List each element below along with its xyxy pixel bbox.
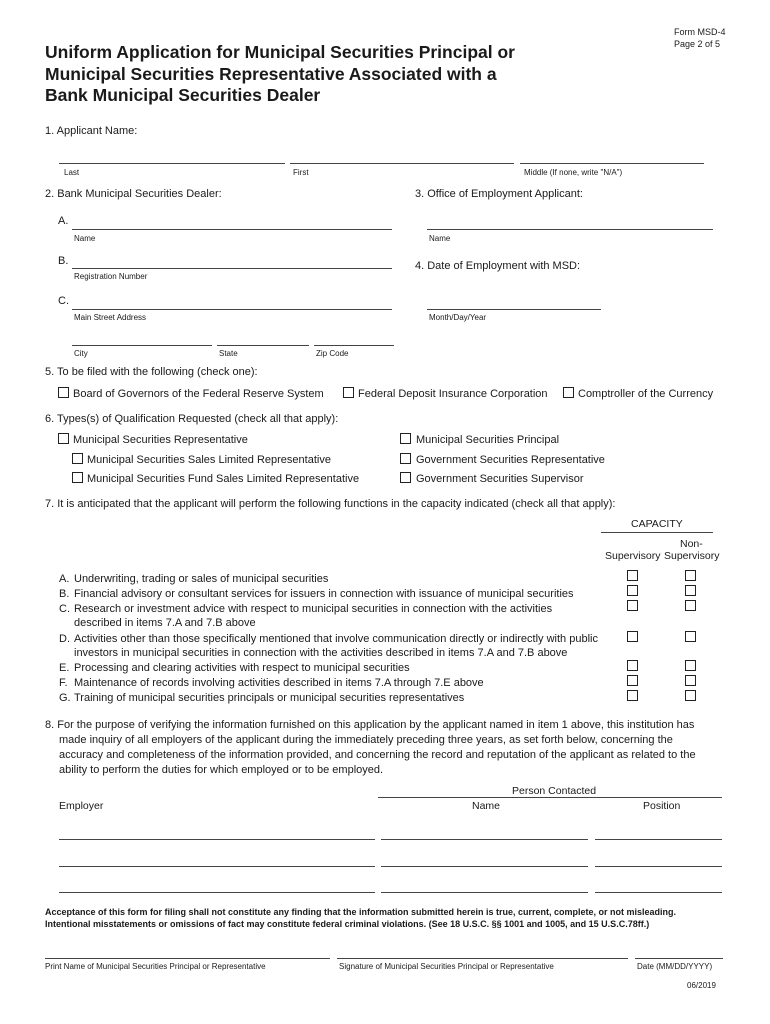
first-caption: First bbox=[293, 168, 309, 177]
title-line: Bank Municipal Securities Dealer bbox=[45, 85, 321, 105]
office-name-caption: Name bbox=[429, 234, 451, 243]
row-d-supervisory-checkbox[interactable] bbox=[627, 631, 638, 642]
row-g-text: Training of municipal securities principals or municipal securities representatives bbox=[74, 692, 465, 704]
row-f-non-supervisory-checkbox[interactable] bbox=[685, 675, 696, 686]
middle-name-field[interactable] bbox=[520, 163, 704, 164]
page-title bbox=[45, 42, 605, 107]
row-e-non-supervisory-checkbox[interactable] bbox=[685, 660, 696, 671]
msslr-label: Municipal Securities Sales Limited Representative bbox=[87, 454, 331, 466]
msr-label: Municipal Securities Representative bbox=[73, 434, 248, 446]
employer-field[interactable] bbox=[59, 866, 375, 867]
frb-label: Board of Governors of the Federal Reserve System bbox=[73, 388, 324, 400]
row-a-supervisory-checkbox[interactable] bbox=[627, 570, 638, 581]
person-contacted-heading: Person Contacted bbox=[512, 785, 597, 797]
row-d-non-supervisory-checkbox[interactable] bbox=[685, 631, 696, 642]
contact-name-field[interactable] bbox=[381, 839, 588, 840]
contact-position-field[interactable] bbox=[595, 866, 722, 867]
street-address-field[interactable] bbox=[72, 309, 392, 310]
dealer-name-caption: Name bbox=[74, 234, 96, 243]
row-e-letter: E. bbox=[59, 662, 70, 674]
city-caption: City bbox=[74, 349, 88, 358]
frb-checkbox[interactable] bbox=[58, 387, 69, 398]
row-c-text-line2: described in items 7.A and 7.B above bbox=[74, 617, 256, 629]
row-b-letter: B. bbox=[59, 588, 70, 600]
state-field[interactable] bbox=[217, 345, 309, 346]
registration-caption: Registration Number bbox=[74, 272, 148, 281]
item7-label: 7. It is anticipated that the applicant will perform the following functions in the capacity indicated (check all that apply): bbox=[45, 498, 616, 510]
item2-b-letter: B. bbox=[58, 255, 69, 267]
item2-a-letter: A. bbox=[58, 215, 69, 227]
registration-number-field[interactable] bbox=[72, 268, 392, 269]
occ-checkbox[interactable] bbox=[563, 387, 574, 398]
item1-label: 1. Applicant Name: bbox=[45, 125, 138, 137]
item2-c-letter: C. bbox=[58, 295, 69, 307]
row-f-text: Maintenance of records involving activities described in items 7.A through 7.E above bbox=[74, 677, 484, 689]
fdic-label: Federal Deposit Insurance Corporation bbox=[358, 388, 548, 400]
row-g-supervisory-checkbox[interactable] bbox=[627, 690, 638, 701]
employment-date-caption: Month/Day/Year bbox=[429, 313, 487, 322]
signature-field[interactable] bbox=[337, 958, 628, 959]
row-a-non-supervisory-checkbox[interactable] bbox=[685, 570, 696, 581]
legal-notice-line2: Intentional misstatements or omissions of fact may constitute federal criminal violations. (See 18 U.S.C. §§ 1001 and 1005, and 15 U.S.C.78ff.) bbox=[45, 919, 650, 929]
gss-label: Government Securities Supervisor bbox=[416, 473, 584, 485]
title-line: Uniform Application for Municipal Securities Principal or bbox=[45, 42, 515, 62]
print-name-field[interactable] bbox=[45, 958, 330, 959]
msfslr-label: Municipal Securities Fund Sales Limited Representative bbox=[87, 473, 360, 485]
gsr-checkbox[interactable] bbox=[400, 453, 411, 464]
row-f-supervisory-checkbox[interactable] bbox=[627, 675, 638, 686]
item8-line1: 8. For the purpose of verifying the information furnished on this application by the applicant named in item 1 above, this institution has bbox=[45, 719, 695, 731]
supervisory-heading: Supervisory bbox=[605, 550, 661, 562]
contact-position-field[interactable] bbox=[595, 839, 722, 840]
last-name-field[interactable] bbox=[59, 163, 285, 164]
row-d-text: Activities other than those specifically mentioned that involve communication directly or indirectly with public bbox=[74, 633, 598, 645]
print-name-caption: Print Name of Municipal Securities Principal or Representative bbox=[45, 962, 266, 971]
row-c-text: Research or investment advice with respect to municipal securities in connection with the activities bbox=[74, 603, 553, 615]
item8-line2: made inquiry of all employers of the applicant during the immediately preceding three years, as set forth below, concerning the bbox=[59, 734, 673, 746]
msslr-checkbox[interactable] bbox=[72, 453, 83, 464]
fdic-checkbox[interactable] bbox=[343, 387, 354, 398]
row-a-letter: A. bbox=[59, 573, 70, 585]
gss-checkbox[interactable] bbox=[400, 472, 411, 483]
msr-checkbox[interactable] bbox=[58, 433, 69, 444]
row-b-supervisory-checkbox[interactable] bbox=[627, 585, 638, 596]
non-label: Non- bbox=[680, 538, 703, 550]
zip-caption: Zip Code bbox=[316, 349, 349, 358]
first-name-field[interactable] bbox=[290, 163, 514, 164]
employment-date-field[interactable] bbox=[427, 309, 601, 310]
contact-position-field[interactable] bbox=[595, 892, 722, 893]
occ-label: Comptroller of the Currency bbox=[578, 388, 714, 400]
item5-label: 5. To be filed with the following (check one): bbox=[45, 366, 258, 378]
row-c-supervisory-checkbox[interactable] bbox=[627, 600, 638, 611]
form-id: Form MSD-4 bbox=[674, 27, 726, 37]
row-b-non-supervisory-checkbox[interactable] bbox=[685, 585, 696, 596]
page-number: Page 2 of 5 bbox=[674, 39, 721, 49]
employer-field[interactable] bbox=[59, 892, 375, 893]
employer-heading: Employer bbox=[59, 800, 104, 812]
date-caption: Date (MM/DD/YYYY) bbox=[637, 962, 713, 971]
legal-notice-line1: Acceptance of this form for filing shall not constitute any finding that the information submitted herein is true, current, complete, or not misleading. bbox=[45, 907, 677, 917]
middle-caption: Middle (If none, write "N/A") bbox=[524, 168, 623, 177]
zip-field[interactable] bbox=[314, 345, 394, 346]
row-e-supervisory-checkbox[interactable] bbox=[627, 660, 638, 671]
row-e-text: Processing and clearing activities with respect to municipal securities bbox=[74, 662, 410, 674]
row-g-non-supervisory-checkbox[interactable] bbox=[685, 690, 696, 701]
employer-field[interactable] bbox=[59, 839, 375, 840]
state-caption: State bbox=[219, 349, 238, 358]
item8-line3: accuracy and completeness of the information provided, and concerning the record and reputation of the applicant as related to the bbox=[59, 749, 696, 761]
capacity-heading: CAPACITY bbox=[631, 518, 683, 530]
non-supervisory-heading: Supervisory bbox=[664, 550, 720, 562]
office-name-field[interactable] bbox=[427, 229, 713, 230]
date-field[interactable] bbox=[635, 958, 723, 959]
contact-name-field[interactable] bbox=[381, 866, 588, 867]
row-d-text-line2: investors in municipal securities in connection with the activities described in items 7.A and 7.B above bbox=[74, 647, 568, 659]
item6-label: 6. Types(s) of Qualification Requested (check all that apply): bbox=[45, 413, 339, 425]
item3-label: 3. Office of Employment Applicant: bbox=[415, 188, 583, 200]
contact-name-heading: Name bbox=[472, 800, 501, 812]
revision-date: 06/2019 bbox=[687, 981, 716, 990]
street-address-caption: Main Street Address bbox=[74, 313, 147, 322]
row-g-letter: G. bbox=[59, 692, 71, 704]
person-contacted-rule bbox=[378, 797, 722, 798]
contact-name-field[interactable] bbox=[381, 892, 588, 893]
row-a-text: Underwriting, trading or sales of municipal securities bbox=[74, 573, 329, 585]
capacity-rule bbox=[601, 532, 713, 533]
last-caption: Last bbox=[64, 168, 80, 177]
title-line: Municipal Securities Representative Associated with a bbox=[45, 63, 497, 84]
msp-label: Municipal Securities Principal bbox=[416, 434, 560, 446]
dealer-name-field[interactable] bbox=[72, 229, 392, 230]
row-d-letter: D. bbox=[59, 633, 70, 645]
signature-caption: Signature of Municipal Securities Principal or Representative bbox=[339, 962, 554, 971]
city-field[interactable] bbox=[72, 345, 212, 346]
row-c-non-supervisory-checkbox[interactable] bbox=[685, 600, 696, 611]
item2-label: 2. Bank Municipal Securities Dealer: bbox=[45, 188, 222, 200]
item8-line4: ability to perform the duties for which employed or to be employed. bbox=[59, 764, 384, 776]
item4-label: 4. Date of Employment with MSD: bbox=[415, 260, 581, 272]
contact-position-heading: Position bbox=[643, 800, 681, 812]
msfslr-checkbox[interactable] bbox=[72, 472, 83, 483]
row-b-text: Financial advisory or consultant services for issuers in connection with issuance of municipal securities bbox=[74, 588, 574, 600]
row-f-letter: F. bbox=[59, 677, 68, 689]
gsr-label: Government Securities Representative bbox=[416, 454, 605, 466]
row-c-letter: C. bbox=[59, 603, 70, 615]
msp-checkbox[interactable] bbox=[400, 433, 411, 444]
